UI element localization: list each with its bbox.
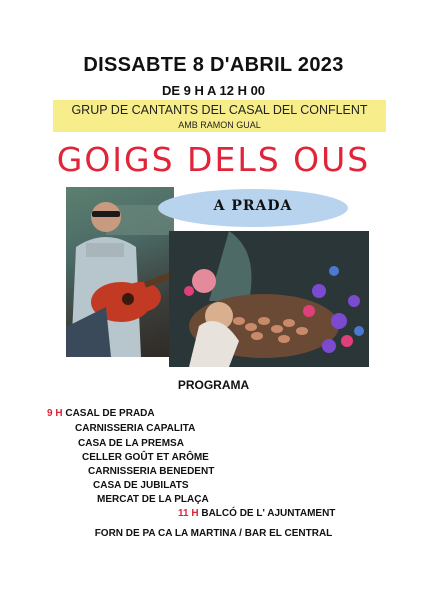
programme-stop — [75, 423, 195, 434]
stop-place: CASAL DE PRADA — [65, 408, 155, 419]
stop-time: 9 H — [47, 408, 63, 419]
stop-place: MERCAT DE LA PLAÇA — [97, 494, 209, 505]
programme-stop — [178, 508, 335, 519]
poster-title: GOIGS DELS OUS — [56, 140, 371, 179]
egg-basket-photo — [169, 231, 369, 367]
stop-time: 11 H — [178, 508, 199, 519]
programme-stop — [88, 466, 214, 477]
programme-heading: PROGRAMA — [177, 378, 250, 392]
stop-place: CARNISSERIA BENEDENT — [88, 466, 215, 477]
programme-footer: FORN DE PA CA LA MARTINA / BAR EL CENTRAL — [94, 528, 333, 539]
stop-place: BALCÓ DE L' AJUNTAMENT — [201, 508, 336, 519]
programme-stop — [47, 408, 155, 419]
programme-stop — [82, 452, 209, 463]
egg-basket-illustration — [169, 231, 369, 367]
stop-place: CARNISSERIA CAPALITA — [75, 423, 196, 434]
event-hours: DE 9 H A 12 H 00 — [161, 83, 266, 98]
programme-stop — [93, 480, 189, 491]
performers-group: GRUP DE CANTANTS DEL CASAL DEL CONFLENT — [71, 103, 368, 117]
stop-place: CASA DE LA PREMSA — [78, 438, 184, 449]
stop-place: CASA DE JUBILATS — [93, 480, 189, 491]
stop-place: CELLER GOÛT ET ARÔME — [82, 452, 209, 463]
event-date: DISSABTE 8 D'ABRIL 2023 — [83, 54, 344, 76]
performers-leader: AMB RAMON GUAL — [178, 120, 261, 130]
programme-stop — [78, 438, 184, 449]
programme-stop — [97, 494, 209, 505]
location-text: A PRADA — [213, 198, 293, 214]
